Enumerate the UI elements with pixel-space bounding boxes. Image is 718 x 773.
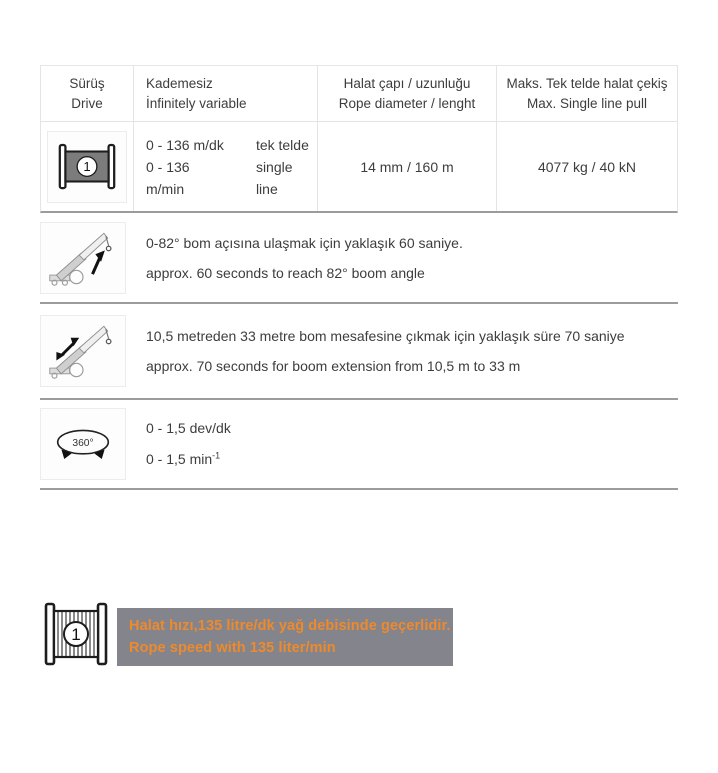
spec-table bbox=[40, 65, 678, 490]
winch-line-tr: tek telde bbox=[255, 136, 309, 153]
footnote-winch-number-label: 1 bbox=[71, 625, 81, 644]
rotation-360-icon bbox=[45, 414, 121, 474]
header-rope-tr: Halat çapı / uzunluğu bbox=[343, 75, 471, 91]
winch-drum-icon bbox=[42, 601, 110, 667]
boom-angle-texts bbox=[146, 228, 463, 288]
boom-extension-icon bbox=[45, 320, 121, 382]
boom-angle-icon bbox=[45, 227, 121, 289]
winch-icon-box bbox=[47, 131, 127, 203]
header-drive-en: Drive bbox=[71, 95, 103, 111]
boom-extension-texts bbox=[146, 321, 625, 381]
rope-value-cell bbox=[318, 122, 497, 211]
rope-value: 14 mm / 160 m bbox=[360, 158, 454, 175]
footnote-winch-icon-wrap bbox=[42, 601, 110, 672]
pull-value: 4077 kg / 40 kN bbox=[537, 158, 637, 175]
winch-line-en: single line bbox=[255, 158, 293, 197]
rotation-speed-exponent: -1 bbox=[212, 450, 221, 461]
winch-speed-tr: 0 - 136 m/dk bbox=[146, 136, 224, 153]
row-winch-speed bbox=[40, 122, 678, 213]
footnote-text-tr: Halat hızı,135 litre/dk yağ debisinde geçerlidir. bbox=[129, 618, 451, 634]
winch-speed-en: 0 - 136 m/min bbox=[146, 158, 190, 197]
winch-speed-values bbox=[146, 134, 230, 200]
footnote-text-en: Rope speed with 135 liter/min bbox=[129, 640, 336, 656]
header-pull bbox=[497, 66, 677, 121]
winch-line-mode bbox=[256, 134, 317, 200]
rotation-icon-box bbox=[40, 408, 126, 480]
header-pull-en: Max. Single line pull bbox=[526, 95, 648, 111]
rotation-speed-en: 0 - 1,5 $\min^{-1}$ bbox=[146, 450, 221, 467]
pull-value-cell bbox=[497, 122, 677, 211]
boom-extension-icon-box bbox=[40, 315, 126, 387]
row-boom-extension bbox=[40, 304, 678, 400]
winch-speed-cell bbox=[134, 122, 318, 211]
rotation-texts bbox=[146, 413, 231, 475]
footnote-note-box bbox=[117, 608, 453, 666]
boom-angle-en: approx. 60 seconds to reach 82° boom angle bbox=[146, 264, 425, 281]
winch-number-label: 1 bbox=[83, 159, 91, 175]
winch-icon-cell bbox=[41, 122, 134, 211]
header-variable bbox=[134, 66, 318, 121]
rotation-speed-tr: 0 - 1,5 dev/dk bbox=[146, 420, 231, 436]
header-pull-tr: Maks. Tek telde halat çekiş bbox=[506, 75, 668, 91]
header-variable-tr: Kademesiz bbox=[146, 75, 213, 91]
rotation-degree-label: 360° bbox=[72, 437, 94, 449]
boom-extension-tr: 10,5 metreden 33 metre bom mesafesine çıkmak için yaklaşık süre 70 saniye bbox=[146, 328, 625, 344]
winch-drum-icon bbox=[57, 143, 117, 190]
header-drive bbox=[41, 66, 134, 121]
row-boom-angle bbox=[40, 213, 678, 304]
header-rope-en: Rope diameter / lenght bbox=[338, 95, 476, 111]
boom-extension-en: approx. 70 seconds for boom extension from 10,5 m to 33 m bbox=[146, 358, 521, 374]
header-drive-tr: Sürüş bbox=[69, 75, 105, 91]
boom-angle-tr: 0-82° bom açısına ulaşmak için yaklaşık 60 saniye. bbox=[146, 234, 463, 251]
header-variable-en: İnfinitely variable bbox=[146, 95, 247, 111]
boom-angle-icon-box bbox=[40, 222, 126, 294]
row-rotation bbox=[40, 400, 678, 490]
header-rope bbox=[318, 66, 497, 121]
table-header-row bbox=[40, 66, 678, 122]
